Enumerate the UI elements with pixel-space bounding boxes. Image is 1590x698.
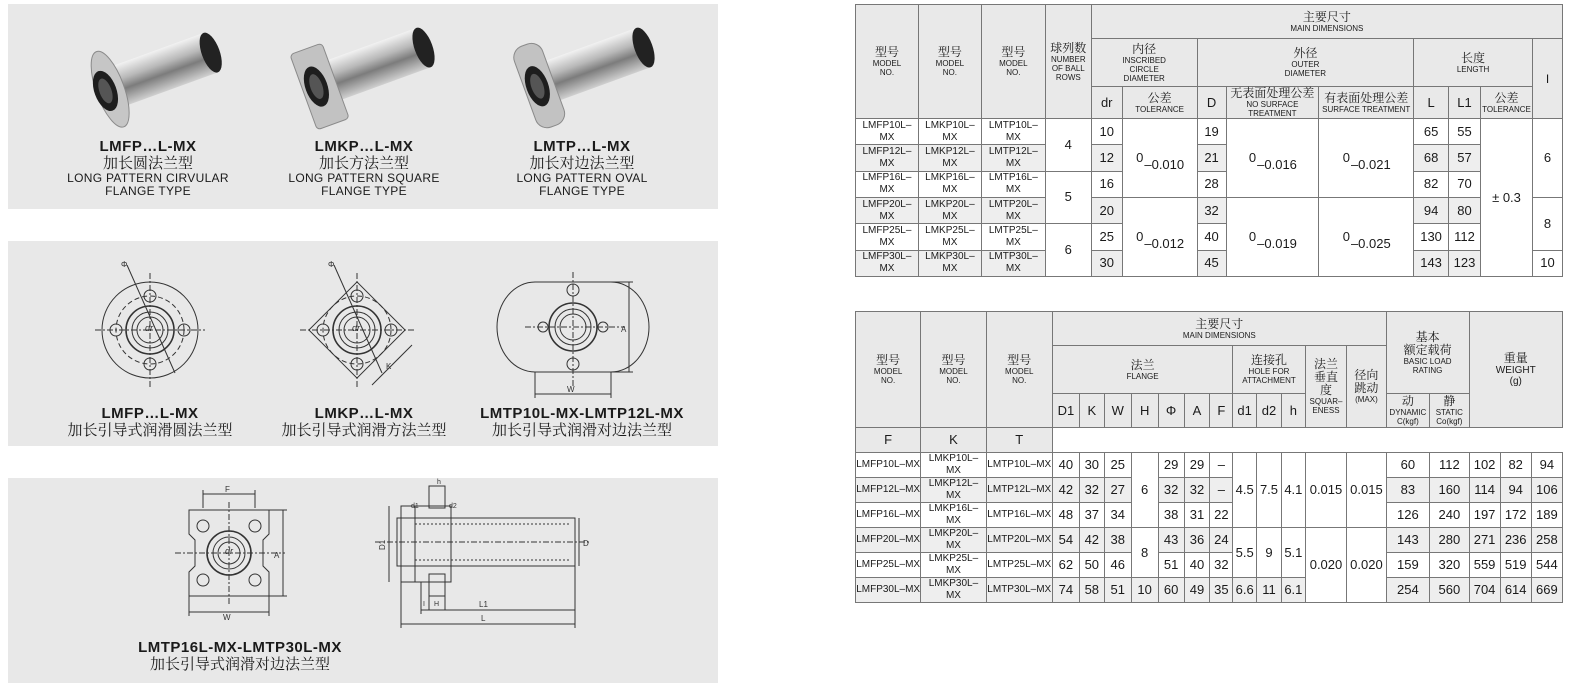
drawing-mark-a: A <box>621 325 627 334</box>
product-code: LMTP…L-MX <box>533 138 631 155</box>
header-flange: 法兰 FLANGE <box>1052 346 1232 394</box>
header-length: 长度 LENGTH <box>1414 39 1533 87</box>
drawing-code: LMFP…L-MX <box>101 405 199 422</box>
table-row: LMFP16L–MX LMKP16L–MX LMTP16L–MX 48 37 34 38 31 22 126 240 197 172 189 <box>856 503 1563 528</box>
drawing-mark-d: D <box>583 539 589 548</box>
header-col: h <box>1281 394 1305 428</box>
header-l: L <box>1414 87 1449 119</box>
product-name-cn: 加长对边法兰型 <box>529 155 635 172</box>
drawing-mark-phi: Φ <box>328 260 335 269</box>
drawing-mark-h: h <box>437 479 441 486</box>
header-col: T <box>986 428 1052 453</box>
drawing-mark-dr: dr <box>352 323 361 333</box>
header-dynamic: 动 DYNAMIC C(kgf) <box>1386 394 1430 428</box>
drawing-name-cn: 加长引导式润滑对边法兰型 <box>491 422 672 439</box>
header-col: H <box>1131 394 1158 428</box>
product-name-en: FLANGE TYPE <box>539 184 625 198</box>
header-model: 型号 MODEL NO. <box>918 5 981 119</box>
header-col: F <box>856 428 921 453</box>
header-model: 型号 MODEL NO. <box>856 5 919 119</box>
product-name-cn: 加长方法兰型 <box>318 155 409 172</box>
header-basic-load: 基本 额定载荷 BASIC LOAD RATING <box>1386 312 1469 394</box>
drawing-mark-d2: d2 <box>449 503 457 510</box>
drawing-round-flange <box>95 255 205 395</box>
header-col: Φ <box>1158 394 1184 428</box>
header-ball-rows: 球列数 NUMBER OF BALL ROWS <box>1045 5 1091 119</box>
header-static: 静 STATIC Co(kgf) <box>1430 394 1469 428</box>
header-surface: 有表面处理公差 SURFACE TREATMENT <box>1319 87 1414 119</box>
product-name-en: LONG PATTERN OVAL <box>516 171 648 185</box>
drawing-mark-k: K <box>386 362 392 371</box>
drawing-code: LMKP…L-MX <box>314 405 414 422</box>
product-name-cn: 加长圆法兰型 <box>102 155 193 172</box>
drawing-mark-i: I <box>423 601 425 608</box>
drawing-caption-lmtp-large <box>110 639 370 673</box>
header-no-surface: 无表面处理公差 NO SURFACE TREATMENT <box>1226 87 1319 119</box>
header-col: d2 <box>1257 394 1282 428</box>
spec-table-flange-load <box>855 311 1563 603</box>
drawing-square-flange <box>300 255 420 395</box>
header-tolerance: 公差 TOLERANCE <box>1122 87 1197 119</box>
drawing-caption-lmkp <box>264 405 464 439</box>
product-name-en: FLANGE TYPE <box>321 184 407 198</box>
product-name-en: LONG PATTERN SQUARE <box>288 171 440 185</box>
table-row: LMFP12L–MX LMKP12L–MX LMTP12L–MX 12 21 68 57 <box>856 145 1563 171</box>
drawing-mark-l1: L1 <box>479 600 488 609</box>
header-col: A <box>1184 394 1210 428</box>
table-row: LMFP20L–MX LMKP20L–MX LMTP20L–MX 20 0–0.012 32 0–0.019 0–0.025 94 80 8 <box>856 197 1563 223</box>
header-col: F <box>1210 394 1233 428</box>
drawing-oval-flange <box>525 262 640 402</box>
header-model: 型号 MODEL NO. <box>856 312 921 428</box>
table-row: LMFP20L–MX LMKP20L–MX LMTP20L–MX 54 42 38 8 43 36 24 5.5 9 5.1 0.020 0.020 143 280 271 236 258 <box>856 528 1563 553</box>
product-name-en: LONG PATTERN CIRVULAR <box>67 171 229 185</box>
header-main-dimensions: 主要尺寸 MAIN DIMENSIONS <box>1091 5 1562 39</box>
header-model: 型号 MODEL NO. <box>921 312 986 428</box>
table-row: LMFP10L–MX LMKP10L–MX LMTP10L–MX 40 30 25 6 29 29 – 4.5 7.5 4.1 0.015 0.015 60 112 102 82 94 <box>856 453 1563 478</box>
drawing-caption-lmtp-small <box>462 405 702 439</box>
drawing-oval-flange-front <box>175 485 295 623</box>
product-name-en: FLANGE TYPE <box>105 184 191 198</box>
header-runout: 径向 跳动 (MAX) <box>1347 346 1386 428</box>
header-outer: 外径 OUTER DIAMETER <box>1197 39 1414 87</box>
drawing-mark-d1: d1 <box>411 503 419 510</box>
header-col: d1 <box>1233 394 1257 428</box>
product-caption-lmfp <box>38 138 258 198</box>
product-code: LMKP…L-MX <box>314 138 414 155</box>
drawing-code: LMTP16L-MX-LMTP30L-MX <box>138 639 342 656</box>
drawing-name-cn: 加长引导式润滑对边法兰型 <box>149 656 330 673</box>
header-col: K <box>1079 394 1104 428</box>
table-row: LMFP30L–MX LMKP30L–MX LMTP30L–MX 30 45 143 123 10 <box>856 250 1563 276</box>
product-code: LMFP…L-MX <box>99 138 197 155</box>
drawing-mark-phi: Φ <box>121 260 128 269</box>
drawing-name-cn: 加长引导式润滑方法兰型 <box>281 422 447 439</box>
bearing-photo-lmfp <box>70 20 240 130</box>
drawing-mark-h-big: H <box>434 601 440 608</box>
table-row: LMFP12L–MX LMKP12L–MX LMTP12L–MX 42 32 27 32 32 – 83 160 114 94 106 <box>856 478 1563 503</box>
header-col: K <box>921 428 986 453</box>
product-caption-lmtp <box>472 138 692 198</box>
drawing-side-section <box>375 478 595 638</box>
header-i: I <box>1532 39 1562 119</box>
drawing-mark-dr: dr <box>145 323 154 333</box>
table-row: LMFP16L–MX LMKP16L–MX LMTP16L–MX 5 16 28 82 70 <box>856 171 1563 197</box>
drawing-mark-d1-big: D1 <box>378 539 387 550</box>
header-dr: dr <box>1091 87 1122 119</box>
header-model: 型号 MODEL NO. <box>981 5 1045 119</box>
drawing-mark-dr: dr <box>225 546 234 556</box>
bearing-photo-lmtp <box>500 16 670 126</box>
header-inscribed: 内径 INSCRIBED CIRCLE DIAMETER <box>1091 39 1197 87</box>
drawing-name-cn: 加长引导式润滑圆法兰型 <box>67 422 233 439</box>
header-model: 型号 MODEL NO. <box>986 312 1052 428</box>
drawing-mark-l: L <box>481 614 486 623</box>
spec-table-dimensions <box>855 4 1563 277</box>
header-hole: 连接孔 HOLE FOR ATTACHMENT <box>1233 346 1306 394</box>
header-squareness: 法兰 垂直 度 SQUAR– ENESS <box>1305 346 1346 428</box>
table-row: LMFP25L–MX LMKP25L–MX LMTP25L–MX 62 50 46 51 40 32 159 320 559 519 544 <box>856 553 1563 578</box>
header-weight: 重量 WEIGHT (g) <box>1469 312 1562 428</box>
header-l1: L1 <box>1449 87 1481 119</box>
header-d: D <box>1197 87 1226 119</box>
table-row: LMFP30L–MX LMKP30L–MX LMTP30L–MX 74 58 51 10 60 49 35 6.6 11 6.1 254 560 704 614 669 <box>856 578 1563 603</box>
drawing-mark-f: F <box>225 485 230 494</box>
header-col: W <box>1104 394 1131 428</box>
product-caption-lmkp <box>254 138 474 198</box>
drawing-code: LMTP10L-MX-LMTP12L-MX <box>480 405 684 422</box>
table-row: LMFP10L–MX LMKP10L–MX LMTP10L–MX 4 10 0–0.010 19 0–0.016 0–0.021 65 55 ± 0.3 6 <box>856 119 1563 145</box>
drawing-mark-w: W <box>223 613 231 622</box>
drawing-mark-a: A <box>274 551 280 560</box>
drawing-caption-lmfp <box>50 405 250 439</box>
header-col: D1 <box>1052 394 1079 428</box>
drawing-mark-w: W <box>567 385 575 394</box>
header-length-tolerance: 公差 TOLERANCE <box>1481 87 1533 119</box>
header-main-dimensions: 主要尺寸 MAIN DIMENSIONS <box>1052 312 1386 346</box>
table-row: LMFP25L–MX LMKP25L–MX LMTP25L–MX 6 25 40 130 112 <box>856 224 1563 250</box>
bearing-photo-lmkp <box>280 16 450 126</box>
